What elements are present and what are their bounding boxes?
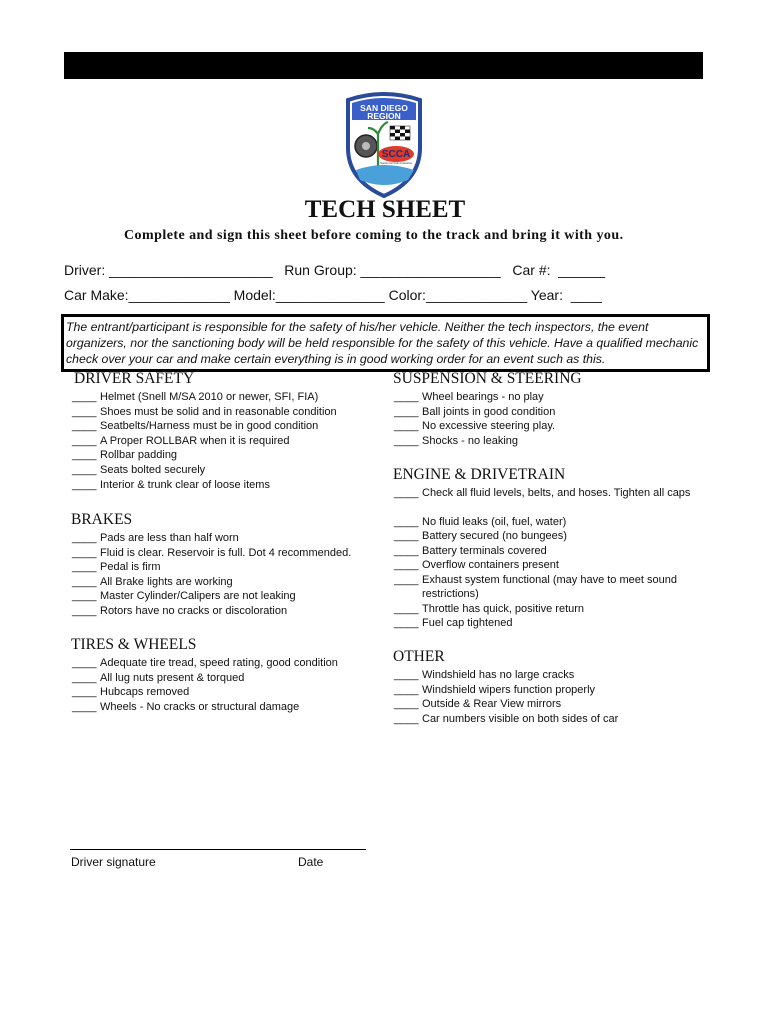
item-label: Check all fluid levels, belts, and hoses. Tighten all caps (422, 487, 691, 499)
check-blank[interactable]: ____ (394, 391, 419, 403)
brakes-list (72, 531, 351, 619)
car-info-line[interactable]: Car Make:_____________ Model:______________ Color:_____________ Year: ____ (64, 287, 602, 303)
page-subtitle: Complete and sign this sheet before coming to the track and bring it with you. (124, 228, 624, 243)
checklist-item[interactable] (72, 405, 337, 420)
check-blank[interactable]: ____ (394, 712, 419, 725)
checklist-item[interactable] (72, 589, 351, 604)
item-label: Windshield wipers function properly (422, 683, 596, 696)
check-blank[interactable]: ____ (72, 590, 97, 603)
engine-drivetrain-heading: ENGINE & DRIVETRAIN (393, 466, 566, 483)
check-blank[interactable]: ____ (72, 532, 97, 544)
item-label: Shoes must be solid and in reasonable condition (100, 405, 337, 418)
tires-wheels-list (72, 656, 338, 714)
item-label: Fuel cap tightened (422, 617, 513, 630)
checklist-item[interactable] (394, 486, 692, 515)
check-blank[interactable]: ____ (72, 546, 97, 559)
signature-line[interactable] (70, 849, 366, 850)
check-blank[interactable]: ____ (72, 463, 97, 476)
check-blank[interactable]: ____ (72, 561, 97, 574)
checklist-item[interactable] (394, 712, 618, 727)
item-label: Fluid is clear. Reservoir is full. Dot 4 recommended. (100, 546, 352, 559)
item-label: Battery secured (no bungees) (422, 530, 567, 543)
checklist-item[interactable] (72, 560, 351, 575)
checklist-item[interactable] (72, 656, 338, 671)
checklist-item[interactable] (72, 685, 338, 700)
item-label: Wheels - No cracks or structural damage (100, 700, 300, 713)
check-blank[interactable]: ____ (72, 449, 97, 462)
checklist-item[interactable] (394, 434, 555, 449)
other-list (394, 668, 618, 726)
checklist-item[interactable] (72, 390, 337, 405)
checklist-item[interactable] (72, 575, 351, 590)
item-label: Exhaust system functional (may have to meet sound restrictions) (422, 573, 677, 600)
check-blank[interactable]: ____ (394, 617, 419, 630)
item-label: Battery terminals covered (422, 544, 547, 557)
item-label: Throttle has quick, positive return (422, 602, 585, 615)
checklist-item[interactable] (72, 434, 337, 449)
check-blank[interactable]: ____ (394, 530, 419, 543)
driver-info-line[interactable]: Driver: _____________________ Run Group: __________________ Car #: ______ (64, 262, 605, 278)
svg-text:REGION: REGION (367, 111, 401, 121)
item-label: Helmet (Snell M/SA 2010 or newer, SFI, FIA) (100, 391, 319, 403)
tires-wheels-heading: TIRES & WHEELS (71, 636, 197, 653)
driver-safety-list (72, 390, 337, 492)
item-label: Adequate tire tread, speed rating, good condition (100, 657, 338, 669)
item-label: Hubcaps removed (100, 686, 190, 699)
engine-drivetrain-list (394, 486, 692, 631)
other-heading: OTHER (393, 648, 445, 665)
driver-signature-label: Driver signature (71, 855, 156, 869)
checklist-item[interactable] (394, 573, 692, 602)
checklist-item[interactable] (72, 463, 337, 478)
item-label: All lug nuts present & torqued (100, 671, 245, 684)
check-blank[interactable]: ____ (394, 669, 419, 681)
checklist-item[interactable] (394, 697, 618, 712)
checklist-item[interactable] (72, 700, 338, 715)
item-label: Master Cylinder/Calipers are not leaking (100, 590, 296, 603)
header-bar (64, 52, 703, 79)
check-blank[interactable]: ____ (72, 657, 97, 669)
item-label: Overflow containers present (422, 559, 559, 572)
checklist-item[interactable] (394, 390, 555, 405)
item-label: Shocks - no leaking (422, 434, 518, 447)
brakes-heading: BRAKES (71, 511, 133, 528)
checklist-item[interactable] (72, 546, 351, 561)
suspension-steering-list (394, 390, 555, 448)
check-blank[interactable]: ____ (394, 602, 419, 615)
checklist-item[interactable] (72, 478, 337, 493)
driver-safety-heading: DRIVER SAFETY (74, 370, 195, 387)
logo-region-text: SAN DIEGO (360, 103, 408, 113)
check-blank[interactable]: ____ (394, 683, 419, 696)
logo-tagline: Sports Car Club of America (380, 162, 412, 165)
checklist-item[interactable] (72, 671, 338, 686)
checklist-item[interactable] (394, 515, 692, 530)
liability-notice: The entrant/participant is responsible for the safety of his/her vehicle. Neither the tech inspectors, the event organizers, nor the sanctioning body will be held responsible for the safety of this vehicle. Have a qualified mechanic check over your car and make certain everything is in good working order for an event such as this. (61, 314, 710, 372)
check-blank[interactable]: ____ (72, 420, 97, 433)
check-blank[interactable]: ____ (72, 700, 97, 713)
item-label: Pads are less than half worn (100, 532, 239, 544)
check-blank[interactable]: ____ (394, 420, 419, 433)
page-title: TECH SHEET (304, 196, 466, 223)
check-blank[interactable]: ____ (72, 405, 97, 418)
item-label: Rotors have no cracks or discoloration (100, 604, 288, 617)
checklist-item[interactable] (394, 683, 618, 698)
checklist-item[interactable] (72, 419, 337, 434)
checklist-item[interactable] (72, 531, 351, 546)
checklist-item[interactable] (394, 529, 692, 544)
checklist-item[interactable] (394, 602, 692, 617)
check-blank[interactable]: ____ (394, 544, 419, 557)
check-blank[interactable]: ____ (72, 391, 97, 403)
date-label: Date (298, 855, 324, 869)
check-blank[interactable]: ____ (72, 671, 97, 684)
check-blank[interactable]: ____ (394, 434, 419, 447)
item-label: Ball joints in good condition (422, 405, 556, 418)
suspension-steering-heading: SUSPENSION & STEERING (393, 370, 582, 387)
item-label: All Brake lights are working (100, 575, 233, 588)
check-blank[interactable]: ____ (394, 698, 419, 711)
check-blank[interactable]: ____ (394, 515, 419, 528)
item-label: Seatbelts/Harness must be in good condition (100, 420, 319, 433)
check-blank[interactable]: ____ (394, 573, 419, 586)
item-label: No fluid leaks (oil, fuel, water) (422, 515, 567, 528)
checklist-item[interactable] (394, 544, 692, 559)
check-blank[interactable]: ____ (72, 575, 97, 588)
scca-logo (338, 90, 430, 198)
item-label: Windshield has no large cracks (422, 669, 575, 681)
item-label: A Proper ROLLBAR when it is required (100, 434, 290, 447)
item-label: Outside & Rear View mirrors (422, 698, 562, 711)
checklist-item[interactable] (394, 405, 555, 420)
check-blank[interactable]: ____ (394, 559, 419, 572)
item-label: Rollbar padding (100, 449, 178, 462)
check-blank[interactable]: ____ (72, 686, 97, 699)
checklist-item[interactable] (394, 558, 692, 573)
item-label: Wheel bearings - no play (422, 391, 544, 403)
item-label: Pedal is firm (100, 561, 161, 574)
check-blank[interactable]: ____ (72, 478, 97, 491)
item-label: No excessive steering play. (422, 420, 556, 433)
item-label: Seats bolted securely (100, 463, 206, 476)
check-blank[interactable]: ____ (394, 487, 419, 499)
checklist-item[interactable] (394, 668, 618, 683)
checklist-item[interactable] (394, 616, 692, 631)
checklist-item[interactable] (72, 448, 337, 463)
check-blank[interactable]: ____ (394, 405, 419, 418)
item-label: Interior & trunk clear of loose items (100, 478, 270, 491)
checklist-item[interactable] (394, 419, 555, 434)
check-blank[interactable]: ____ (72, 434, 97, 447)
check-blank[interactable]: ____ (72, 604, 97, 617)
logo-org-text: SCCA (381, 149, 411, 160)
item-label: Car numbers visible on both sides of car (422, 712, 619, 725)
checklist-item[interactable] (72, 604, 351, 619)
